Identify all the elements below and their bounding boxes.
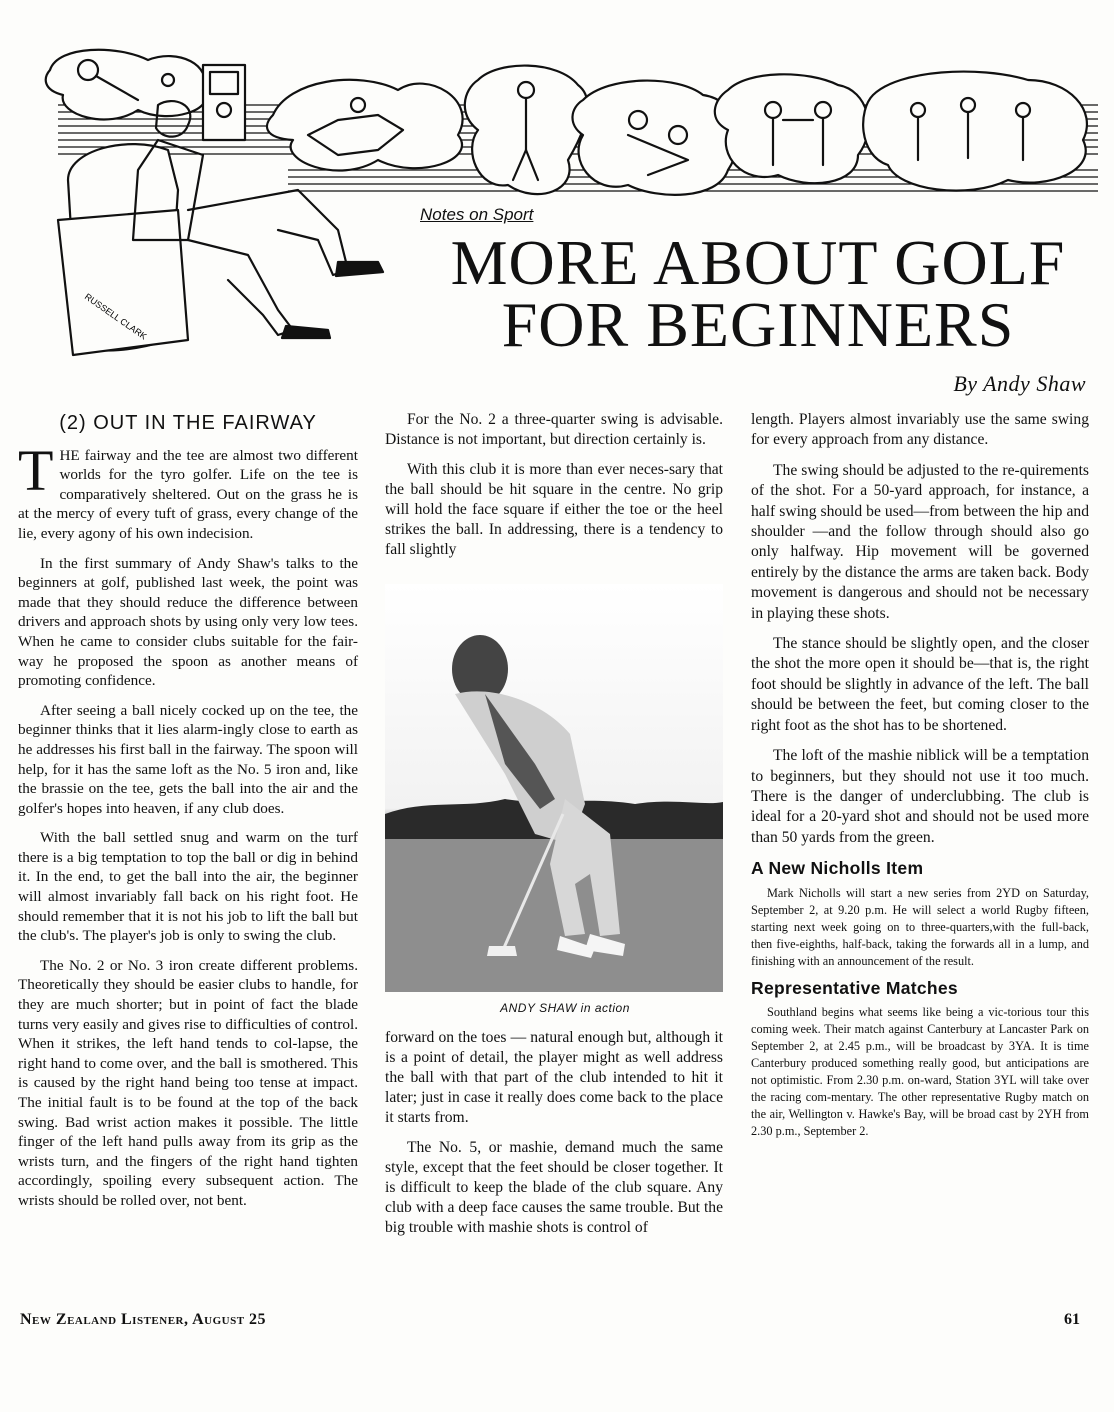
paragraph: Southland begins what seems like being a vic-torious tour this coming week. Their match against Canterbury at Lancaster Park on September 2, at 2.45 p.m., will be broadcast by 3YA. It is time Canterbury produced something really good, but anticipations are not optimistic. From 2.30 p.m. on-ward, Station 3YL will take over the racing com-mentary. The other representative Rugby match on the air, Wellington v. Hawke's Bay, will be broad cast by 2YH from 2.30 p.m., September 2. (751, 1004, 1089, 1138)
paragraph: The No. 5, or mashie, demand much the same style, except that the feet should be closer together. It is difficult to keep the blade of the club square. Any club with a deep face causes the same trouble. But the big trouble with mashie shots is control of (385, 1139, 723, 1236)
paragraph: For the No. 2 a three-quarter swing is advisable. Distance is not important, but direction certainly is. (385, 411, 723, 448)
byline: By Andy Shaw (953, 371, 1086, 396)
page-number: 61 (1064, 1311, 1080, 1328)
thought-cloud-boxing (715, 74, 869, 183)
column-1 (18, 410, 358, 1221)
paragraph: After seeing a ball nicely cocked up on the tee, the beginner thinks that it lies alarm-ingly close to earth as he addresses his first ball in the fairway. The spoon will help, for it has the same loft as the No. 5 iron and, like the brassie on the tee, gets the ball into the air and the golfer's hopes into heaven, if any club does. (18, 701, 358, 817)
article-title (413, 227, 1103, 360)
drop-cap: T (18, 437, 54, 503)
thought-cloud-wrestling (572, 81, 738, 195)
golfer-photo (385, 584, 723, 992)
title-line-2: FOR BEGINNERS (501, 289, 1015, 360)
paragraph: The swing should be adjusted to the re-quirements of the shot. For a 50-yard approach, for instance, a half swing should be used—from between the hip and shoulder —and the follow through should also go only halfway. Hip movement will be governed entirely by the distance the arms are taken back. Body movement is dangerous and should not be necessary in playing these shots. (751, 461, 1089, 622)
title-line-1: MORE ABOUT GOLF (450, 227, 1066, 298)
section-label: Notes on Sport (420, 205, 534, 224)
paragraph (18, 437, 358, 544)
radio-set (203, 65, 245, 140)
subheading-nicholls: A New Nicholls Item (751, 858, 924, 879)
paragraph-text: HE fairway and the tee are almost two different worlds for the tyro golfer. Life on the tee is comparatively sheltered. Out on the grass he is at the mercy of every tuft of grass, every change of the lie, every agony of his own indecision. (18, 446, 358, 542)
thought-cloud-cricket (465, 66, 588, 195)
paragraph: With the ball settled snug and warm on the turf there is a big temptation to top the ball or dig in behind it. In the end, to get the ball into the air, the beginner will almost invariably fall back on his right foot. He should remember that it is not his job to lift the ball but the club's. The player's job is only to swing the club. (18, 829, 358, 945)
illustrator-signature: RUSSELL CLARK (82, 291, 149, 342)
thought-cloud-racing (267, 80, 463, 171)
paragraph: forward on the toes — natural enough but, although it is a point of detail, the player might as well address the ball with that part of the club intended to hit it later; just in case it really does come back to the place it starts from. (385, 1029, 723, 1126)
paragraph: The stance should be slightly open, and the closer the shot the more open it should be—that is, the right foot should be slightly in advance of the left. The ball should be between the feet, but coming closer to the right foot as the shot has to be shortened. (751, 635, 1089, 734)
subheading-fairway: (2) OUT IN THE FAIRWAY (59, 412, 317, 434)
thought-cloud-rugby (863, 72, 1087, 191)
paragraph: Mark Nicholls will start a new series from 2YD on Saturday, September 2, at 9.20 p.m. He will select a world Rugby fifteen, starting next week going on to three-quarters,with the full-back, then five-eighths, half-back, taking the forwards all in a lump, and finishing with an announcement of the result. (751, 885, 1089, 968)
paragraph: With this club it is more than ever neces-sary that the ball should be hit square in the centre. No grip will hold the face square if either the toe or the heel strikes the ball. In addressing, there is a tendency to fall slightly (385, 461, 723, 558)
paragraph: The No. 2 or No. 3 iron create different problems. Theoretically they should be easier clubs to handle, for they are much shorter; but in point of fact the blade turns very easily and gives rise to difficulties of control. When it strikes, the left hand tends to col-lapse, the right hand to come over, and the ball is smothered. This is caused by the right hand being too tense at impact. The initial fault is to be found at the top of the back swing. Bad wrist action makes it possible. The little finger of the left hand pulls away from its grip as the wrists turn, and the fingers of the right hand tighten accordingly, spoiling every subsequent action. The wrists should be rolled over, not bent. (18, 956, 358, 1209)
paragraph: length. Players almost invariably use the same swing for every approach from any distance. (751, 411, 1089, 449)
paragraph: The loft of the mashie niblick will be a temptation to beginners, but they should not use it too much. There is the danger of underclubbing. The club is ideal for a 20-yard shot and should not be used more than 50 yards from the green. (751, 747, 1089, 846)
paragraph: In the first summary of Andy Shaw's talks to the beginners at golf, published last week, the point was made that they should reduce the difference between drivers and approach shots by using only very low tees. When he came to consider clubs suitable for the fair-way he proposed the spoon as another means of promoting confidence. (18, 554, 358, 690)
subheading-representative-matches: Representative Matches (751, 977, 958, 998)
column-3 (751, 410, 1089, 1144)
column-2 (385, 410, 723, 1248)
thought-cloud-golf (46, 50, 206, 120)
footer-publication: New Zealand Listener, August 25 (20, 1311, 267, 1328)
photo-caption: ANDY SHAW in action (500, 1001, 630, 1015)
